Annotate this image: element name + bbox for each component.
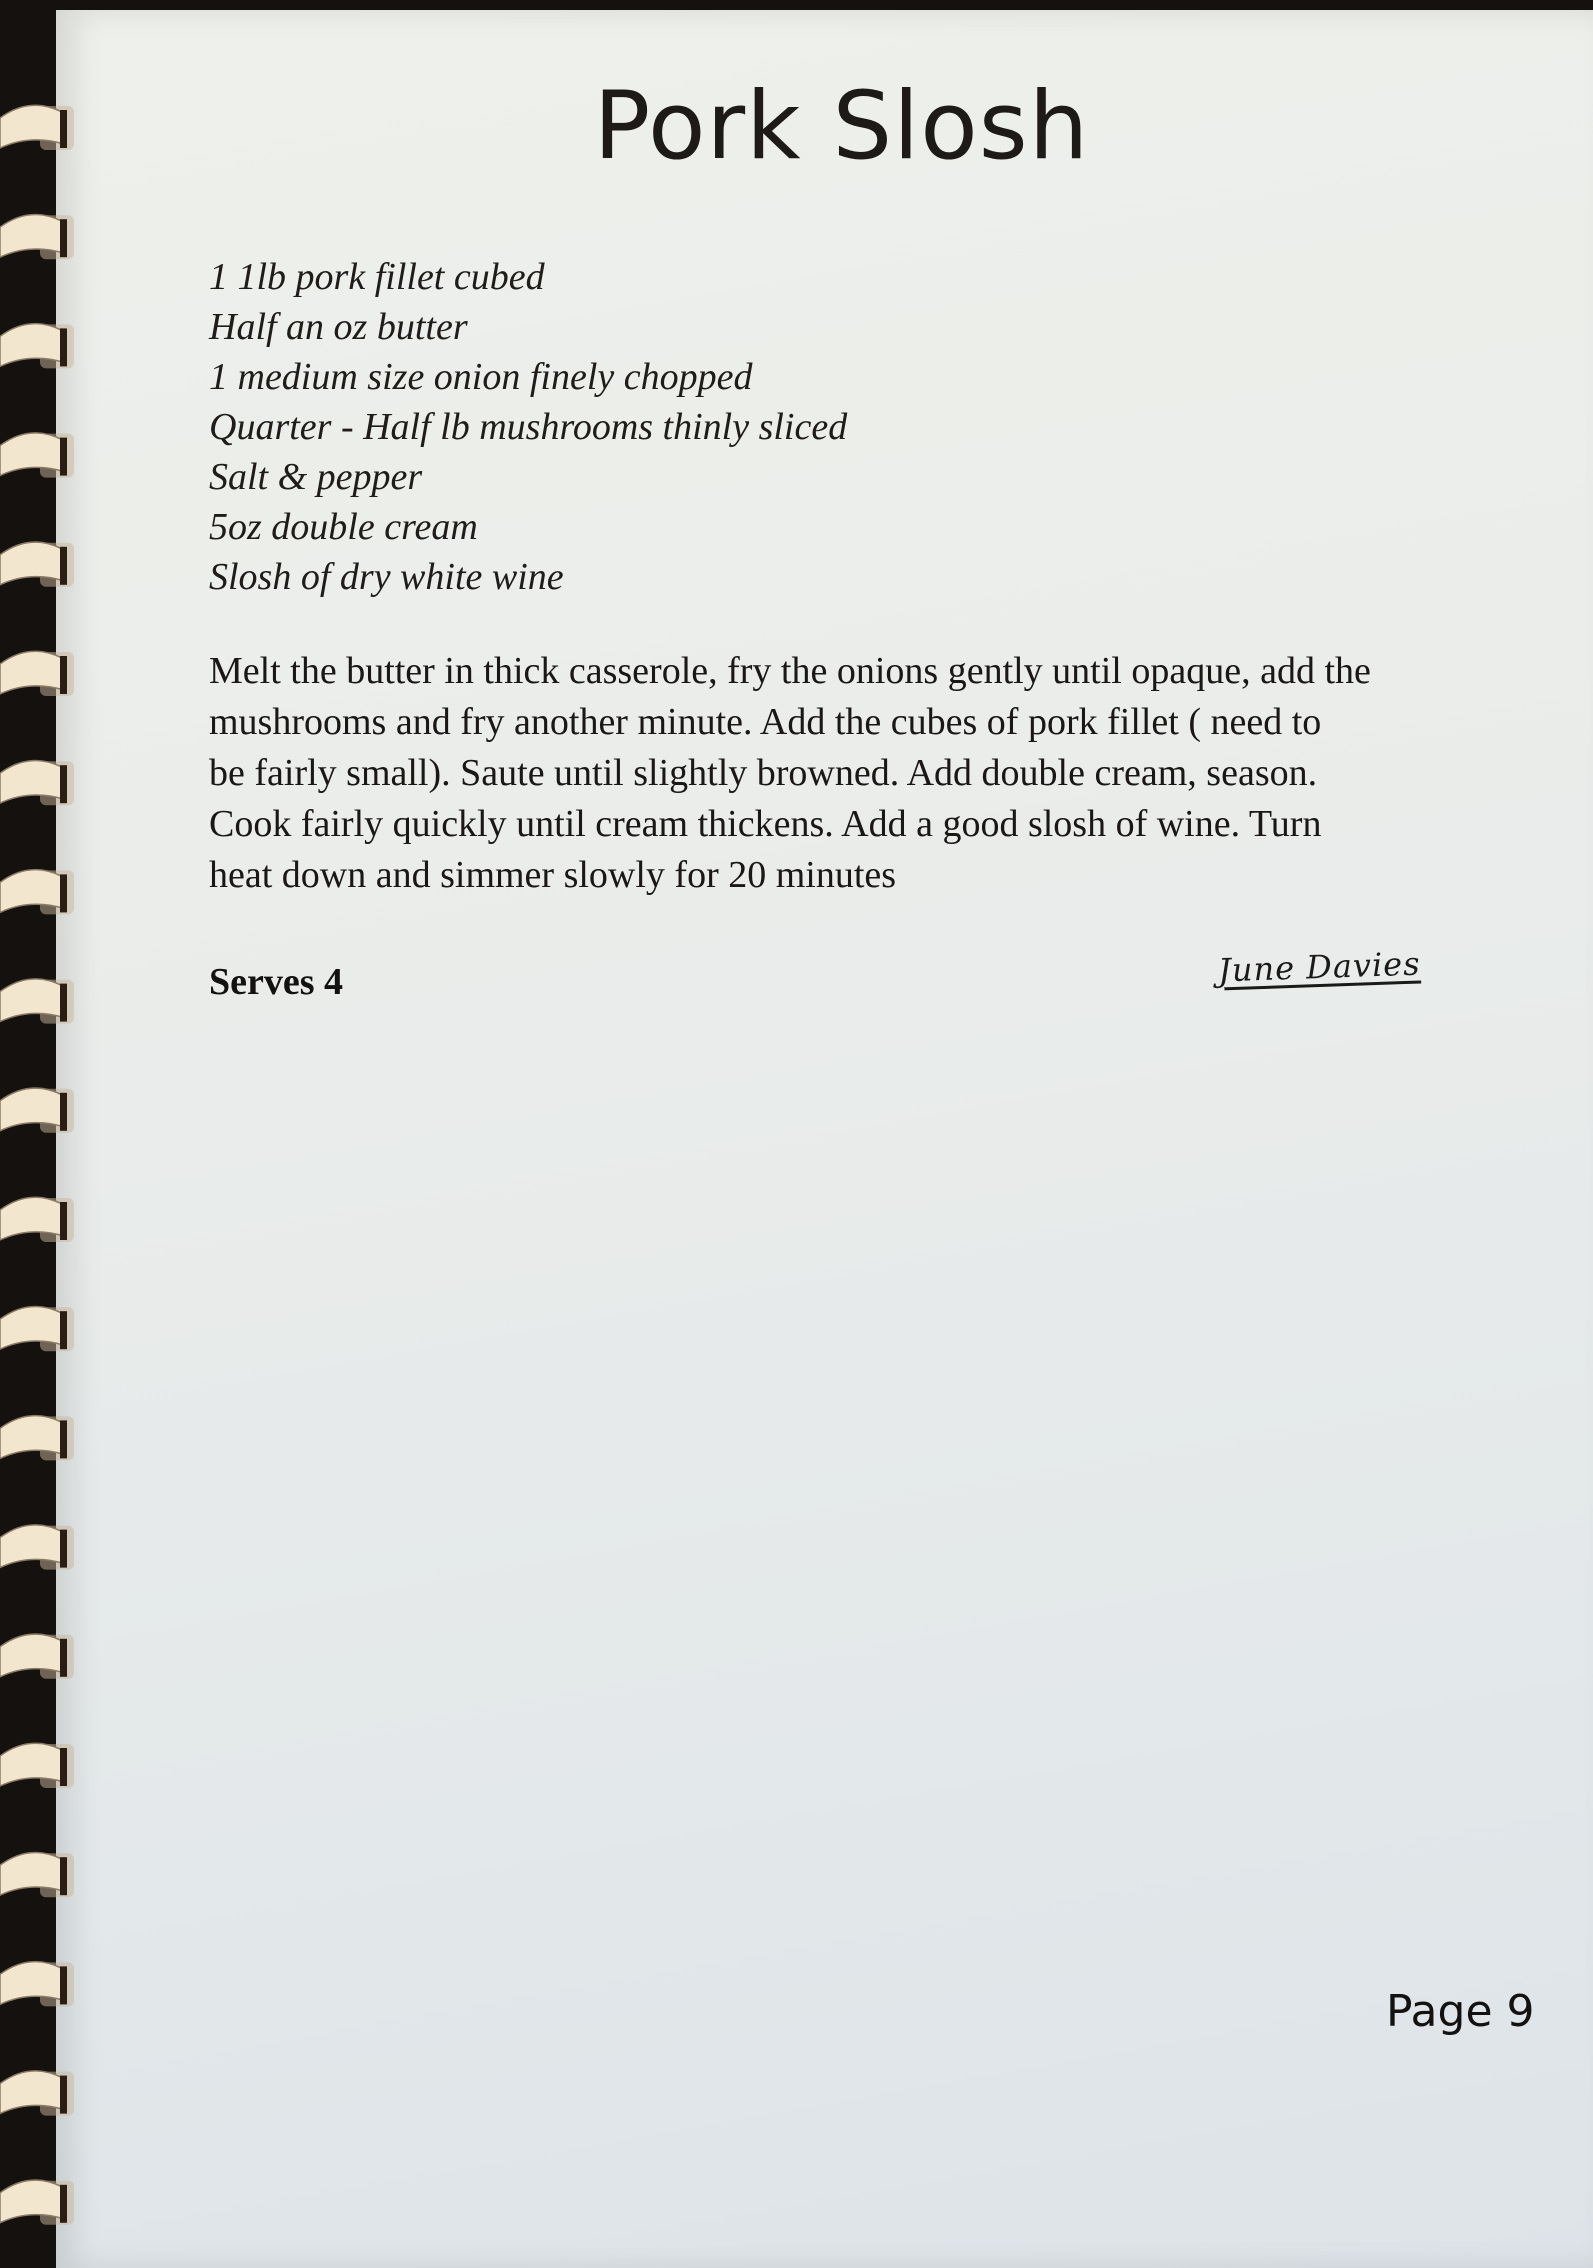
method-line: be fairly small). Saute until slightly browned. Add double cream, season. [209, 752, 1318, 794]
binding-coil [0, 1852, 74, 1897]
method-paragraph [209, 646, 1371, 901]
recipe-title: Pork Slosh [593, 72, 1090, 181]
binding-coil [0, 1962, 74, 2007]
ingredient-item: Half an oz butter [209, 306, 468, 348]
binding-coil [0, 1306, 74, 1351]
binding-coil [0, 324, 74, 369]
binding-coil [0, 1525, 74, 1570]
binding-coil [0, 760, 74, 805]
binding-coil [0, 651, 74, 696]
page-number: Page 9 [1386, 1986, 1535, 2037]
method-line: Melt the butter in thick casserole, fry the onions gently until opaque, add the [209, 650, 1371, 692]
binding-coil [0, 2071, 74, 2116]
spiral-binding [0, 0, 90, 2268]
ingredient-item: 1 1lb pork fillet cubed [209, 256, 545, 298]
binding-coil [0, 870, 74, 915]
method-line: heat down and simmer slowly for 20 minutes [209, 854, 897, 896]
binding-coil [0, 1416, 74, 1461]
binding-coil [0, 1088, 74, 1133]
serves-count: Serves 4 [209, 961, 344, 1003]
method-line: Cook fairly quickly until cream thickens. Add a good slosh of wine. Turn [209, 803, 1322, 845]
ingredient-item: Salt & pepper [209, 456, 423, 498]
spiral-coils-graphic [0, 0, 90, 2268]
ingredient-item: Slosh of dry white wine [209, 556, 564, 598]
ingredient-item: 1 medium size onion finely chopped [209, 356, 753, 398]
ingredient-list [209, 252, 847, 602]
binding-coil [0, 1743, 74, 1788]
binding-coil [0, 214, 74, 259]
binding-coil [0, 542, 74, 587]
author-signature: June Davies [1217, 944, 1422, 990]
method-line: mushrooms and fry another minute. Add the cubes of pork fillet ( need to [209, 701, 1322, 743]
binding-coil [0, 1197, 74, 1242]
ingredient-item: 5oz double cream [209, 506, 478, 548]
binding-coil [0, 1634, 74, 1679]
binding-coil [0, 2180, 74, 2225]
binding-coil [0, 979, 74, 1024]
ingredient-item: Quarter - Half lb mushrooms thinly sliced [209, 406, 848, 448]
binding-coil [0, 433, 74, 478]
